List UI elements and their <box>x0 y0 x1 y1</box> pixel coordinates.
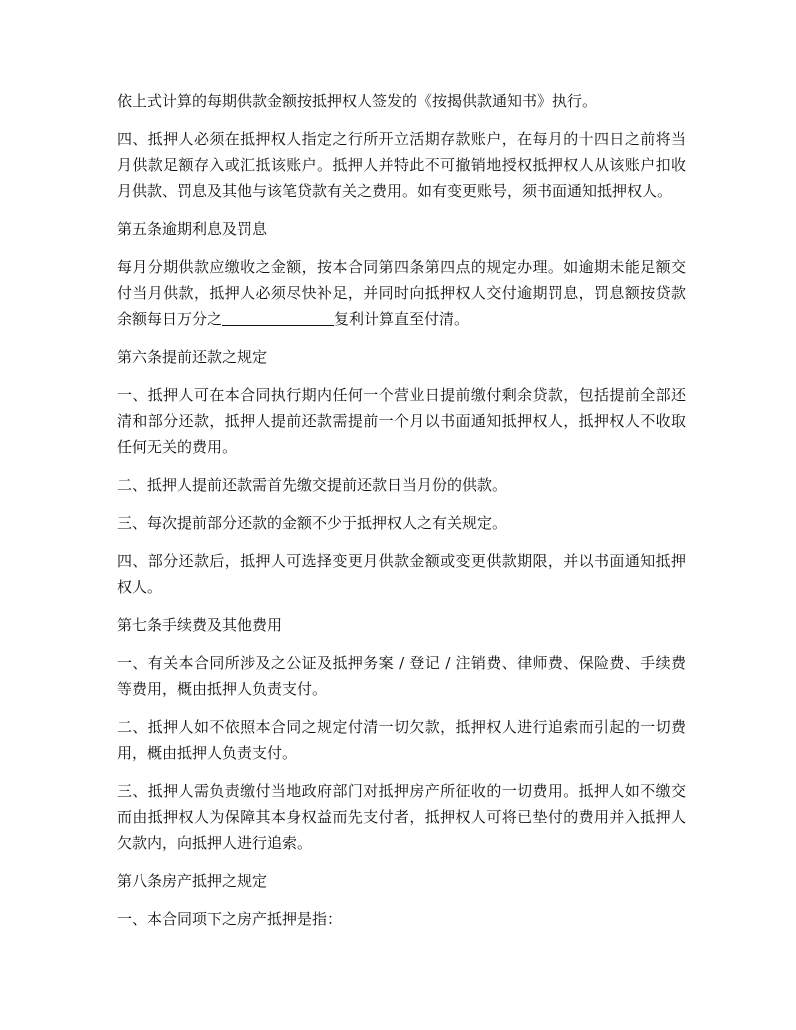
paragraph-deposit-account: 四、抵押人必须在抵押权人指定之行所开立活期存款账户，在每月的十四日之前将当月供款足额存入或汇抵该账户。抵押人并特此不可撤销地授权抵押权人从该账户扣收月供款、罚息及其他与该笔贷款有关之费用。如有变更账号，须书面通知抵押权人。 <box>117 130 686 200</box>
paragraph-prepayment-1: 一、抵押人可在本合同执行期内任何一个营业日提前缴付剩余贷款，包括提前全部还清和部分还款，抵押人提前还款需提前一个月以书面通知抵押权人，抵押权人不收取任何无关的费用。 <box>117 386 686 456</box>
paragraph-fees-2: 二、抵押人如不依照本合同之规定付清一切欠款，抵押权人进行追索而引起的一切费用，概由抵押人负责支付。 <box>117 718 686 762</box>
paragraph-prepayment-4: 四、部分还款后，抵押人可选择变更月供款金额或变更供款期限，并以书面通知抵押权人。 <box>117 552 686 596</box>
penalty-rate-blank[interactable] <box>222 311 334 326</box>
paragraph-overdue-penalty <box>117 254 686 332</box>
paragraph-prepayment-3: 三、每次提前部分还款的金额不少于抵押权人之有关规定。 <box>117 514 508 532</box>
heading-article-6: 第六条提前还款之规定 <box>117 348 268 366</box>
paragraph-mortgage-1: 一、本合同项下之房产抵押是指： <box>117 910 343 928</box>
penalty-text-before: 每月分期供款应缴收之金额，按本合同第四条第四点的规定办理。如逾期未能足额交付当月供款，抵押人必须尽快补足，并同时向抵押权人交付逾期罚息，罚息额按贷款余额每日万分之 <box>117 258 686 328</box>
paragraph-payment-notice: 依上式计算的每期供款金额按抵押权人签发的《按揭供款通知书》执行。 <box>117 92 598 110</box>
heading-article-5: 第五条逾期利息及罚息 <box>117 220 268 238</box>
paragraph-fees-1: 一、有关本合同所涉及之公证及抵押务案 / 登记 / 注销费、律师费、保险费、手续费等费用，概由抵押人负责支付。 <box>117 654 686 698</box>
heading-article-8: 第八条房产抵押之规定 <box>117 872 268 890</box>
paragraph-fees-3: 三、抵押人需负责缴付当地政府部门对抵押房产所征收的一切费用。抵押人如不缴交而由抵押权人为保障其本身权益而先支付者，抵押权人可将已垫付的费用并入抵押人欠款内，向抵押人进行追索。 <box>117 782 686 852</box>
heading-article-7: 第七条手续费及其他费用 <box>117 616 283 634</box>
paragraph-prepayment-2: 二、抵押人提前还款需首先缴交提前还款日当月份的供款。 <box>117 476 508 494</box>
penalty-text-after: 复利计算直至付清。 <box>334 310 470 328</box>
